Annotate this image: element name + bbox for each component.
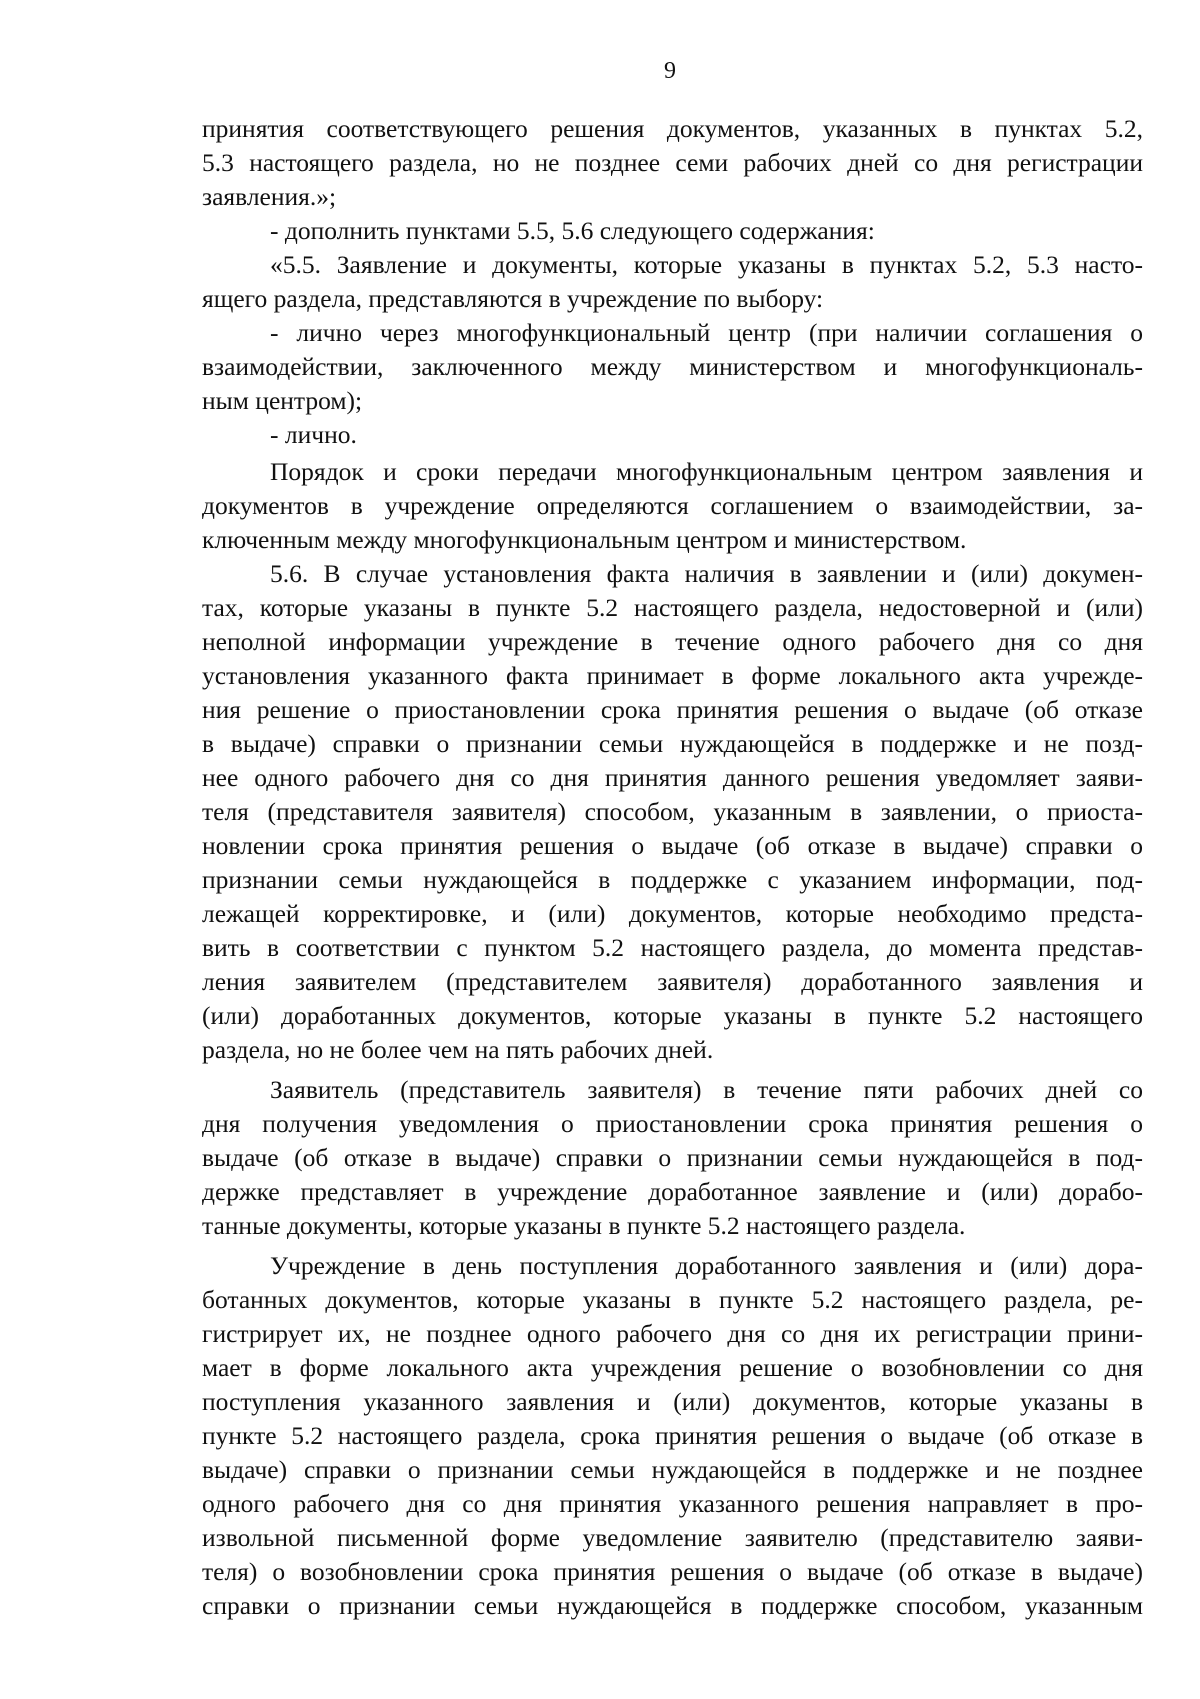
text-line: неполной информации учреждение в течение одного рабочего дня со дня xyxy=(202,627,1143,656)
text-line: вить в соответствии с пунктом 5.2 настоящего раздела, до момента представ- xyxy=(202,933,1143,962)
document-body xyxy=(202,112,1143,1623)
text-line: одного рабочего дня со дня принятия указанного решения направляет в про- xyxy=(202,1489,1143,1518)
text-line: (или) доработанных документов, которые указаны в пункте 5.2 настоящего xyxy=(202,1001,1143,1030)
text-line: принятия соответствующего решения документов, указанных в пунктах 5.2, xyxy=(202,114,1143,143)
text-line: Учреждение в день поступления доработанного заявления и (или) дора- xyxy=(270,1251,1143,1280)
text-line: ния решение о приостановлении срока принятия решения о выдаче (об отказе xyxy=(202,695,1143,724)
text-line: выдаче) справки о признании семьи нуждающейся в поддержке и не позднее xyxy=(202,1455,1143,1484)
text-line: заявления.»; xyxy=(202,182,337,211)
text-line: мает в форме локального акта учреждения решение о возобновлении со дня xyxy=(202,1353,1143,1382)
text-line: 5.3 настоящего раздела, но не позднее семи рабочих дней со дня регистрации xyxy=(202,148,1143,177)
text-line: поступления указанного заявления и (или) документов, которые указаны в xyxy=(202,1387,1143,1416)
text-line: раздела, но не более чем на пять рабочих дней. xyxy=(202,1035,714,1064)
text-line: Порядок и сроки передачи многофункциональным центром заявления и xyxy=(270,457,1143,486)
text-line: признании семьи нуждающейся в поддержке с указанием информации, под- xyxy=(202,865,1143,894)
text-line: ящего раздела, представляются в учреждение по выбору: xyxy=(202,284,824,313)
text-line: «5.5. Заявление и документы, которые указаны в пунктах 5.2, 5.3 насто- xyxy=(270,250,1143,279)
text-line: справки о признании семьи нуждающейся в поддержке способом, указанным xyxy=(202,1591,1143,1620)
text-line: держке представляет в учреждение доработанное заявление и (или) дорабо- xyxy=(202,1177,1143,1206)
text-line: тах, которые указаны в пункте 5.2 настоящего раздела, недостоверной и (или) xyxy=(202,593,1143,622)
text-line: - лично через многофункциональный центр (при наличии соглашения о xyxy=(270,318,1143,347)
text-line: документов в учреждение определяются соглашением о взаимодействии, за- xyxy=(202,491,1143,520)
text-line: взаимодействии, заключенного между министерством и многофункциональ- xyxy=(202,352,1143,381)
text-line: в выдаче) справки о признании семьи нуждающейся в поддержке и не позд- xyxy=(202,729,1143,758)
text-line: лежащей корректировке, и (или) документов, которые необходимо предста- xyxy=(202,899,1143,928)
text-line: новлении срока принятия решения о выдаче (об отказе в выдаче) справки о xyxy=(202,831,1143,860)
text-line: танные документы, которые указаны в пункте 5.2 настоящего раздела. xyxy=(202,1211,966,1240)
text-line: дня получения уведомления о приостановлении срока принятия решения о xyxy=(202,1109,1143,1138)
text-line: - дополнить пунктами 5.5, 5.6 следующего содержания: xyxy=(270,216,875,245)
text-line: ключенным между многофункциональным центром и министерством. xyxy=(202,525,967,554)
text-line: извольной письменной форме уведомление заявителю (представителю заяви- xyxy=(202,1523,1143,1552)
text-line: ботанных документов, которые указаны в пункте 5.2 настоящего раздела, ре- xyxy=(202,1285,1143,1314)
text-line: пункте 5.2 настоящего раздела, срока принятия решения о выдаче (об отказе в xyxy=(202,1421,1143,1450)
text-line: - лично. xyxy=(270,420,357,449)
text-line: ления заявителем (представителем заявителя) доработанного заявления и xyxy=(202,967,1143,996)
text-line: нее одного рабочего дня со дня принятия данного решения уведомляет заяви- xyxy=(202,763,1143,792)
text-line: теля (представителя заявителя) способом, указанным в заявлении, о приоста- xyxy=(202,797,1143,826)
text-line: гистрирует их, не позднее одного рабочего дня со дня их регистрации прини- xyxy=(202,1319,1143,1348)
text-line: выдаче (об отказе в выдаче) справки о признании семьи нуждающейся в под- xyxy=(202,1143,1143,1172)
text-line: Заявитель (представитель заявителя) в течение пяти рабочих дней со xyxy=(270,1075,1143,1104)
page-number: 9 xyxy=(664,58,676,84)
text-line: ным центром); xyxy=(202,386,363,415)
text-line: теля) о возобновлении срока принятия решения о выдаче (об отказе в выдаче) xyxy=(202,1557,1143,1586)
text-line: установления указанного факта принимает в форме локального акта учрежде- xyxy=(202,661,1143,690)
text-line: 5.6. В случае установления факта наличия в заявлении и (или) докумен- xyxy=(270,559,1143,588)
